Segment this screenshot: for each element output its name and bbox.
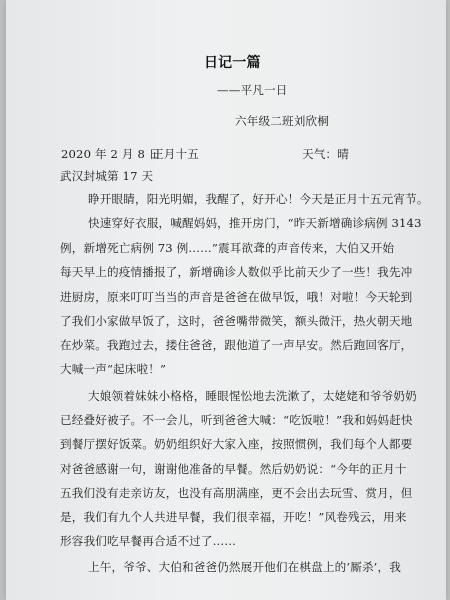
body-line: 在炒菜。我跑过去，搂住爸爸，跟他道了一声早安。然后跑回客厅， xyxy=(60,338,413,352)
diary-date: 2020 年 2 月 8 日 xyxy=(61,147,161,161)
body-line: 到餐厅摆好饭菜。奶奶组织好大家入座，按照惯例，我们每个人都要 xyxy=(60,437,413,451)
body-line: 每天早上的疫情播报了，新增确诊人数似乎比前天少了一些！我先冲 xyxy=(60,265,413,279)
lockdown-day: 武汉封城第 17 天 xyxy=(60,169,154,183)
body-line: 大喊一声“起床啦！” xyxy=(60,362,167,376)
author-line: 六年级二班刘欣桐 xyxy=(235,114,329,128)
body-line: 是，我们有九个人共进早餐，我们很幸福，开吃！”风卷残云，用来 xyxy=(60,510,407,524)
diary-paper xyxy=(6,0,446,600)
body-line: 大娘领着妹妹小格格，睡眼惺忪地去洗漱了，太姥姥和爷爷奶奶 xyxy=(88,389,417,403)
body-line: 上午，爷爷、大伯和爸爸仍然展开他们在棋盘上的‘厮杀’，我 xyxy=(88,560,402,574)
body-line: 例，新增死亡病例 73 例……”震耳欲聋的声音传来，大伯又开始 xyxy=(60,241,395,255)
body-line: 对爸爸感谢一句，谢谢他准备的早餐。然后奶奶说：“今年的正月十 xyxy=(60,462,407,476)
diary-title: 日记一篇 xyxy=(204,55,261,71)
body-line: 了我们小家做早饭了，这时，爸爸嘴带微笑，额头微汗，热火朝天地 xyxy=(60,314,413,328)
weather: 天气：晴 xyxy=(302,147,349,161)
body-line: 形容我们吃早餐再合适不过了…… xyxy=(60,534,237,548)
diary-subtitle: ——平凡一日 xyxy=(217,83,288,97)
body-line: 快速穿好衣服，喊醒妈妈，推开房门，“昨天新增确诊病例 3143 xyxy=(88,216,422,230)
body-line: 进厨房，原来叮叮当当的声音是爸爸在做早饭，哦！对啦！今天轮到 xyxy=(60,290,413,304)
body-line: 五我们没有走亲访友，也没有高朋满座，更不会出去玩雪、赏月，但 xyxy=(60,486,413,500)
lunar-date: 正月十五 xyxy=(152,147,199,161)
body-line: 已经叠好被子。不一会儿，听到爸爸大喊：“吃饭啦！”我和妈妈赶快 xyxy=(60,413,413,427)
body-line: 睁开眼睛，阳光明媚，我醒了，好开心！今天是正月十五元宵节。 xyxy=(88,192,429,206)
